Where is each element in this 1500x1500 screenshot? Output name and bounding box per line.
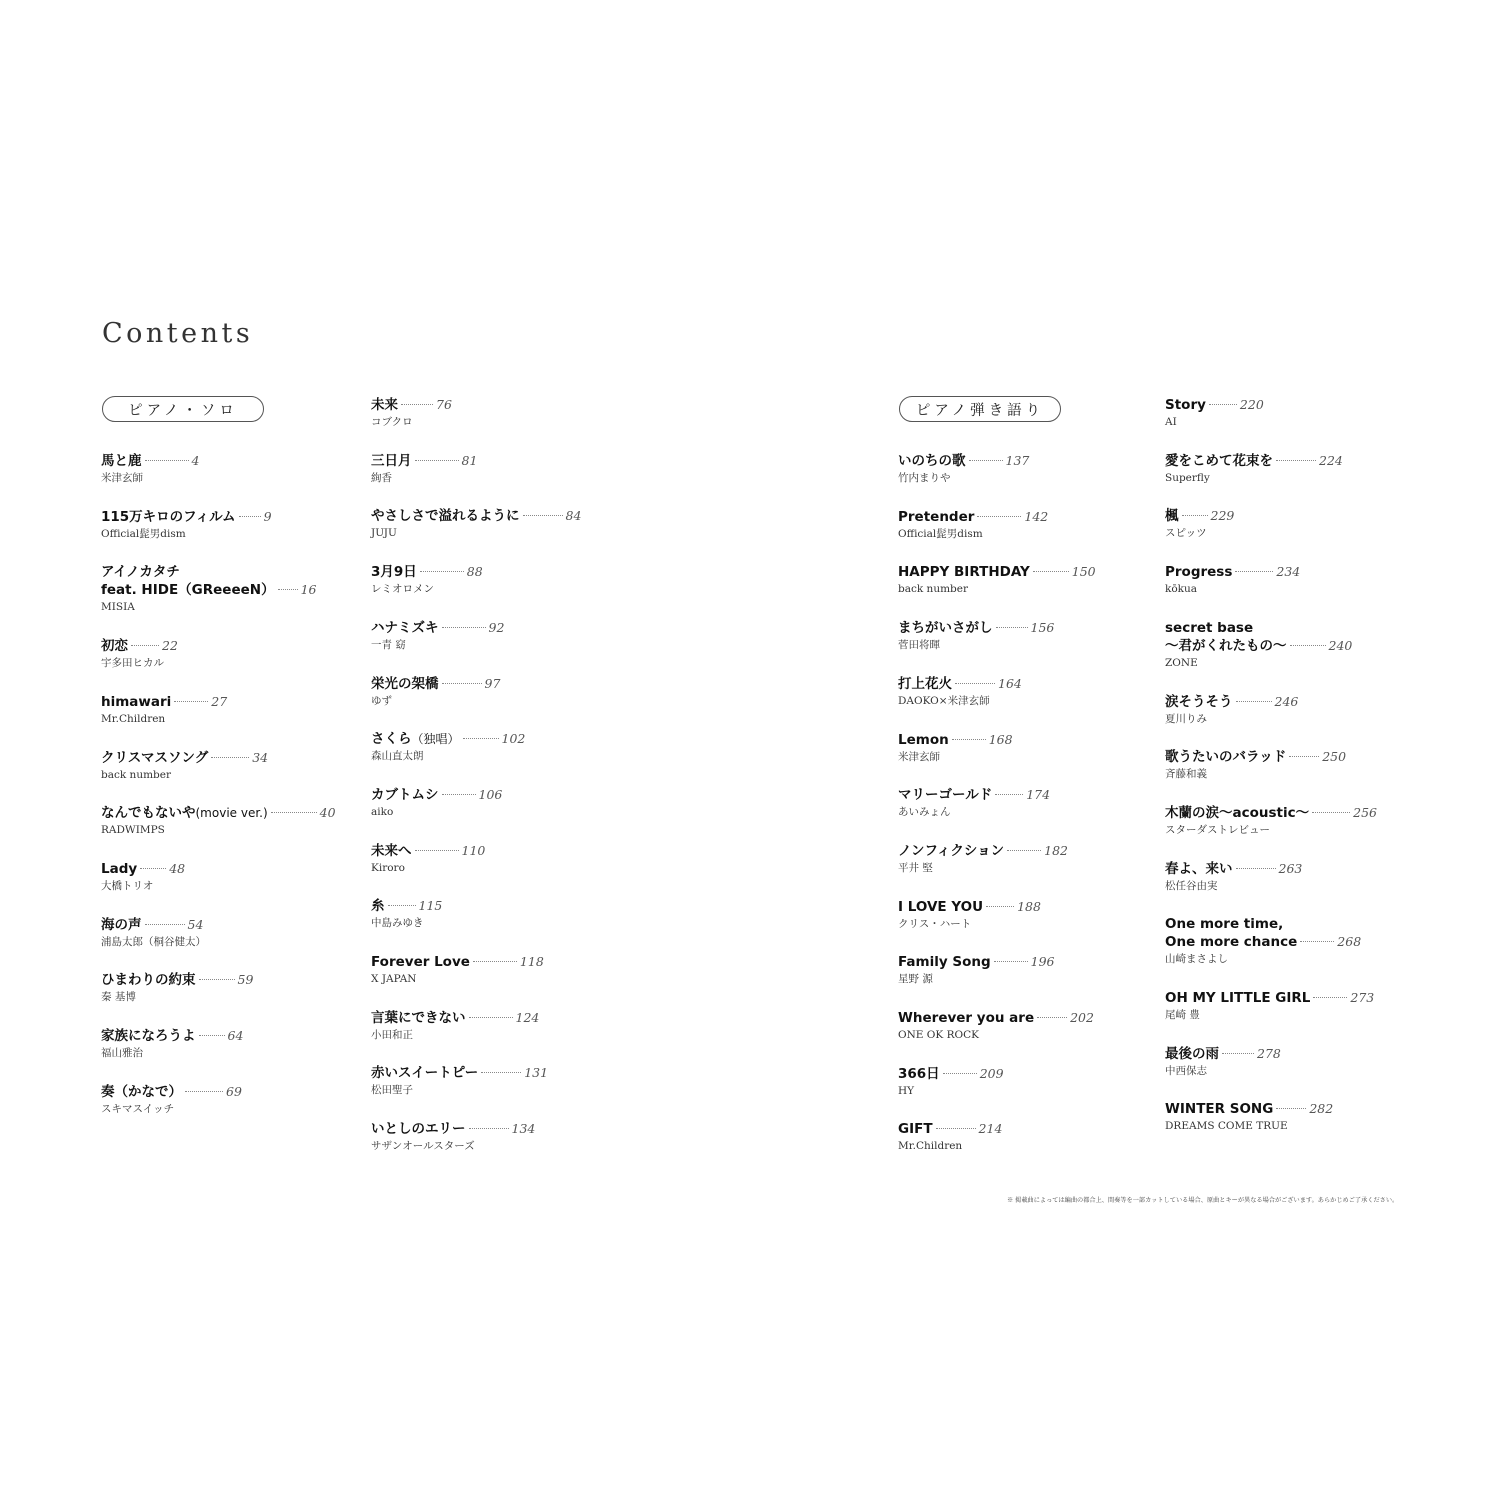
page-number: 268 <box>1337 934 1362 950</box>
song-title: 奏（かなで） <box>101 1083 182 1100</box>
dot-leader <box>469 1017 513 1018</box>
dot-leader <box>986 906 1014 907</box>
page-number: 250 <box>1322 749 1347 765</box>
dot-leader <box>1182 515 1208 516</box>
song-title: 366日 <box>898 1065 940 1082</box>
dot-leader <box>1300 941 1334 942</box>
artist-name: ONE OK ROCK <box>898 1029 979 1041</box>
dot-leader <box>1276 1108 1306 1109</box>
contents-entry <box>1165 396 1500 429</box>
dot-leader <box>1236 701 1272 702</box>
dot-leader <box>977 516 1021 517</box>
artist-name: 福山雅治 <box>101 1047 143 1059</box>
page-number: 110 <box>461 842 486 858</box>
page-number: 150 <box>1071 564 1096 580</box>
artist-name: Official髭男dism <box>101 527 186 540</box>
footnote: ※ 掲載曲によっては編曲の都合上、間奏等を一部カットしている場合、原曲とキーが異なる場合がございます。あらかじめご了承ください。 <box>1007 1197 1399 1204</box>
page-number: 156 <box>1030 620 1055 636</box>
contents-entry <box>371 842 711 875</box>
dot-leader <box>145 924 185 925</box>
song-title: Lady <box>101 860 138 877</box>
song-title: I LOVE YOU <box>898 898 984 915</box>
song-title: 初恋 <box>101 638 128 655</box>
artist-name: X JAPAN <box>371 973 417 985</box>
contents-entry <box>371 396 711 429</box>
artist-name: あいみょん <box>898 806 951 819</box>
artist-name: RADWIMPS <box>101 824 165 837</box>
page-number: 214 <box>978 1121 1003 1137</box>
page-number: 164 <box>998 675 1022 691</box>
artist-name: スキマスイッチ <box>101 1102 175 1115</box>
contents-entry <box>371 1009 711 1042</box>
dot-leader <box>994 961 1028 962</box>
page-number: 124 <box>515 1009 540 1025</box>
dot-leader <box>199 979 235 980</box>
artist-name: 秦 基博 <box>101 991 136 1004</box>
artist-name: 夏川りみ <box>1165 712 1207 725</box>
artist-name: Superfly <box>1165 471 1210 484</box>
song-title: 糸 <box>371 898 385 915</box>
song-title: 言葉にできない <box>371 1009 466 1026</box>
song-title: 3月9日 <box>371 564 417 581</box>
dot-leader <box>1037 1017 1067 1018</box>
artist-name: 山崎まさよし <box>1165 953 1228 966</box>
contents-entry <box>1165 563 1500 596</box>
dot-leader <box>278 589 298 590</box>
song-title: やさしさで溢れるように <box>371 508 520 525</box>
page-number: 188 <box>1017 898 1041 914</box>
song-title: 栄光の架橋 <box>371 675 439 692</box>
song-title: ひまわりの約束 <box>101 972 196 989</box>
song-title: 馬と鹿 <box>101 453 142 469</box>
song-title: 最後の雨 <box>1165 1045 1219 1062</box>
artist-name: JUJU <box>371 527 397 540</box>
page-number: 69 <box>226 1083 242 1099</box>
page-number: 131 <box>524 1065 549 1081</box>
artist-name: サザンオールスターズ <box>371 1140 475 1153</box>
song-title-suffix: （独唱） <box>411 732 460 747</box>
song-title: Forever Love <box>371 954 470 970</box>
artist-name: back number <box>898 583 968 596</box>
dot-leader <box>271 812 317 813</box>
dot-leader <box>239 516 261 517</box>
song-title: Progress <box>1165 564 1233 581</box>
page-number: 246 <box>1274 693 1299 709</box>
artist-name: 竹内まりや <box>898 472 951 484</box>
page-number: 282 <box>1309 1101 1334 1117</box>
dot-leader <box>469 1128 509 1129</box>
contents-entry <box>1165 748 1500 781</box>
contents-entry <box>1165 452 1500 485</box>
song-title: 歌うたいのバラッド <box>1165 749 1287 766</box>
page-number: 196 <box>1030 954 1055 970</box>
song-title: One more chance <box>1165 934 1298 951</box>
artist-name: DAOKO×米津玄師 <box>898 694 990 707</box>
song-title: Story <box>1165 397 1206 413</box>
page-number: 137 <box>1005 453 1030 468</box>
page-number: 118 <box>519 954 544 969</box>
dot-leader <box>1033 571 1069 572</box>
song-title: なんでもないや <box>101 805 196 822</box>
page-number: 273 <box>1350 990 1375 1005</box>
contents-entry <box>371 1120 711 1153</box>
page-number: 263 <box>1278 860 1303 876</box>
song-title: OH MY LITTLE GIRL <box>1165 990 1311 1006</box>
song-title: feat. HIDE（GReeeeN） <box>101 582 275 599</box>
dot-leader <box>1290 645 1326 646</box>
song-title: まちがいさがし <box>898 620 993 637</box>
page-number: 229 <box>1210 508 1235 524</box>
contents-entry <box>1165 619 1500 670</box>
dot-leader <box>996 627 1028 628</box>
page-number: 4 <box>191 453 200 468</box>
contents-entry <box>371 619 711 652</box>
contents-entry <box>1165 860 1500 893</box>
song-title: いのちの歌 <box>898 453 966 469</box>
song-title: HAPPY BIRTHDAY <box>898 564 1030 581</box>
artist-name: 米津玄師 <box>898 750 940 763</box>
page-number: 59 <box>237 972 254 988</box>
contents-entry <box>371 1064 711 1097</box>
song-title: 115万キロのフィルム <box>101 508 236 525</box>
page-number: 88 <box>466 564 483 580</box>
artist-name: 小田和正 <box>371 1028 413 1041</box>
dot-leader <box>1276 460 1316 461</box>
dot-leader <box>185 1091 223 1092</box>
page-number: 22 <box>162 638 178 654</box>
dot-leader <box>1209 404 1237 405</box>
section-label-piano-hikigatari: ピアノ弾き語り <box>899 396 1061 422</box>
page-number: 40 <box>319 805 336 821</box>
page-title: Contents <box>102 318 254 349</box>
dot-leader <box>199 1035 225 1036</box>
artist-name: MISIA <box>101 601 135 614</box>
contents-entry <box>371 730 711 763</box>
contents-entry <box>371 563 711 596</box>
page-number: 240 <box>1328 637 1353 653</box>
artist-name: AI <box>1165 416 1177 428</box>
contents-entry <box>371 452 711 485</box>
song-title: 木蘭の涙〜acoustic〜 <box>1165 804 1310 821</box>
contents-entry <box>1165 989 1500 1022</box>
contents-entry <box>1165 915 1500 966</box>
contents-entry <box>1165 1045 1500 1078</box>
song-title: WINTER SONG <box>1165 1101 1274 1118</box>
artist-name: 中西保志 <box>1165 1064 1207 1077</box>
dot-leader <box>936 1128 976 1129</box>
song-title: クリスマスソング <box>101 749 209 766</box>
artist-name: 宇多田ヒカル <box>101 657 164 670</box>
dot-leader <box>473 961 517 962</box>
dot-leader <box>131 645 159 646</box>
section-label-piano-solo: ピアノ・ソロ <box>102 396 264 422</box>
artist-name: ゆず <box>371 694 392 707</box>
page-number: 92 <box>488 619 505 635</box>
contents-entry <box>371 507 711 540</box>
dot-leader <box>1312 812 1350 813</box>
artist-name: aiko <box>371 805 394 818</box>
dot-leader <box>969 460 1003 461</box>
dot-leader <box>415 850 459 851</box>
song-title: アイノカタチ <box>101 564 180 581</box>
dot-leader <box>463 738 499 739</box>
contents-entry <box>371 786 711 819</box>
page-number: 34 <box>252 749 269 765</box>
artist-name: スターダストレビュー <box>1165 823 1270 836</box>
song-title: Pretender <box>898 508 975 525</box>
song-title: いとしのエリー <box>371 1121 466 1138</box>
dot-leader <box>415 460 459 461</box>
artist-name: クリス・ハート <box>898 917 972 930</box>
dot-leader <box>174 701 208 702</box>
artist-name: スピッツ <box>1165 527 1207 540</box>
page-number: 9 <box>263 508 272 524</box>
dot-leader <box>1289 756 1319 757</box>
song-title: 春よ、来い <box>1165 860 1233 877</box>
contents-entry <box>371 675 711 708</box>
dot-leader <box>140 868 166 869</box>
song-title: さくら <box>371 731 412 748</box>
dot-leader <box>388 905 416 906</box>
song-title: 三日月 <box>371 452 412 469</box>
contents-entry <box>371 953 711 986</box>
artist-name: ZONE <box>1165 656 1198 669</box>
dot-leader <box>995 794 1023 795</box>
page-number: 27 <box>211 693 228 709</box>
page-number: 84 <box>565 508 582 524</box>
page-number: 174 <box>1026 787 1051 803</box>
dot-leader <box>1007 850 1041 851</box>
song-title: 赤いスイートピー <box>371 1065 479 1082</box>
artist-name: 松田聖子 <box>371 1084 413 1097</box>
page-number: 202 <box>1070 1010 1094 1025</box>
artist-name: 大橋トリオ <box>101 879 154 892</box>
artist-name: HY <box>898 1084 915 1097</box>
dot-leader <box>442 627 486 628</box>
page-number: 97 <box>484 675 501 691</box>
artist-name: 平井 堅 <box>898 861 933 874</box>
artist-name: 松任谷由実 <box>1165 879 1218 892</box>
song-title: GIFT <box>898 1121 933 1138</box>
song-title: カブトムシ <box>371 786 439 803</box>
artist-name: 星野 源 <box>898 973 933 986</box>
page-number: 16 <box>300 582 317 598</box>
page-number: 220 <box>1239 397 1264 412</box>
song-title: Family Song <box>898 954 991 971</box>
page-number: 256 <box>1353 804 1377 820</box>
song-title: 涙そうそう <box>1165 693 1233 710</box>
dot-leader <box>952 739 986 740</box>
page-number: 182 <box>1044 842 1068 858</box>
song-title: 楓 <box>1165 508 1179 525</box>
dot-leader <box>401 404 433 405</box>
artist-name: back number <box>101 768 171 781</box>
song-title: secret base <box>1165 619 1254 636</box>
page-number: 278 <box>1257 1045 1281 1061</box>
page-number: 54 <box>187 916 204 932</box>
artist-name: 絢香 <box>371 471 392 484</box>
song-title: Lemon <box>898 731 949 748</box>
artist-name: 中島みゆき <box>371 917 424 930</box>
song-title: ノンフィクション <box>898 842 1005 859</box>
page-number: 168 <box>988 731 1013 747</box>
song-title-suffix: (movie ver.) <box>195 806 268 821</box>
song-title: himawari <box>101 693 172 710</box>
artist-name: 菅田将暉 <box>898 639 940 652</box>
page-number: 81 <box>461 452 478 468</box>
artist-name: Official髭男dism <box>898 527 983 540</box>
dot-leader <box>943 1073 977 1074</box>
dot-leader <box>442 794 476 795</box>
dot-leader <box>1222 1053 1254 1054</box>
page-number: 224 <box>1319 452 1343 468</box>
song-title: 愛をこめて花束を <box>1165 452 1273 469</box>
dot-leader <box>211 757 249 758</box>
page-number: 234 <box>1276 564 1301 580</box>
artist-name: 森山直太朗 <box>371 750 424 763</box>
contents-entry <box>1165 1100 1500 1133</box>
artist-name: コブクロ <box>371 416 413 428</box>
artist-name: 尾崎 豊 <box>1165 1009 1200 1021</box>
page-number: 134 <box>511 1121 536 1137</box>
song-title: 海の声 <box>101 916 142 933</box>
page-number: 115 <box>418 898 443 914</box>
song-title: Wherever you are <box>898 1010 1035 1026</box>
artist-name: 浦島太郎（桐谷健太） <box>101 935 206 948</box>
dot-leader <box>955 683 995 684</box>
artist-name: 斉藤和義 <box>1165 768 1207 781</box>
song-title: One more time, <box>1165 916 1284 933</box>
page-number: 48 <box>169 860 186 876</box>
song-title: ハナミズキ <box>371 619 439 636</box>
artist-name: レミオロメン <box>371 583 434 596</box>
dot-leader <box>1313 997 1347 998</box>
dot-leader <box>442 683 482 684</box>
artist-name: Mr.Children <box>898 1140 963 1153</box>
contents-entry <box>1165 693 1500 726</box>
song-title: 未来へ <box>371 842 412 859</box>
page-number: 76 <box>436 397 452 412</box>
page-number: 106 <box>478 786 503 802</box>
song-title: 家族になろうよ <box>101 1028 196 1044</box>
dot-leader <box>523 515 563 516</box>
page-number: 102 <box>501 731 526 747</box>
page-number: 64 <box>227 1028 244 1043</box>
dot-leader <box>1235 571 1273 572</box>
artist-name: Mr.Children <box>101 712 166 725</box>
contents-entry <box>1165 507 1500 540</box>
dot-leader <box>420 571 464 572</box>
dot-leader <box>145 460 189 461</box>
dot-leader <box>481 1072 521 1073</box>
dot-leader <box>1236 868 1276 869</box>
page-number: 209 <box>979 1065 1004 1081</box>
artist-name: kōkua <box>1165 583 1198 596</box>
song-title: 〜君がくれたもの〜 <box>1165 637 1287 654</box>
artist-name: 米津玄師 <box>101 472 143 484</box>
artist-name: DREAMS COME TRUE <box>1165 1120 1288 1133</box>
artist-name: Kiroro <box>371 861 405 874</box>
contents-entry <box>1165 804 1500 837</box>
artist-name: 一青 窈 <box>371 638 406 651</box>
song-title: マリーゴールド <box>898 787 993 804</box>
song-title: 未来 <box>371 397 398 413</box>
song-title: 打上花火 <box>898 675 952 692</box>
page-number: 142 <box>1024 508 1049 524</box>
contents-entry <box>371 897 711 930</box>
